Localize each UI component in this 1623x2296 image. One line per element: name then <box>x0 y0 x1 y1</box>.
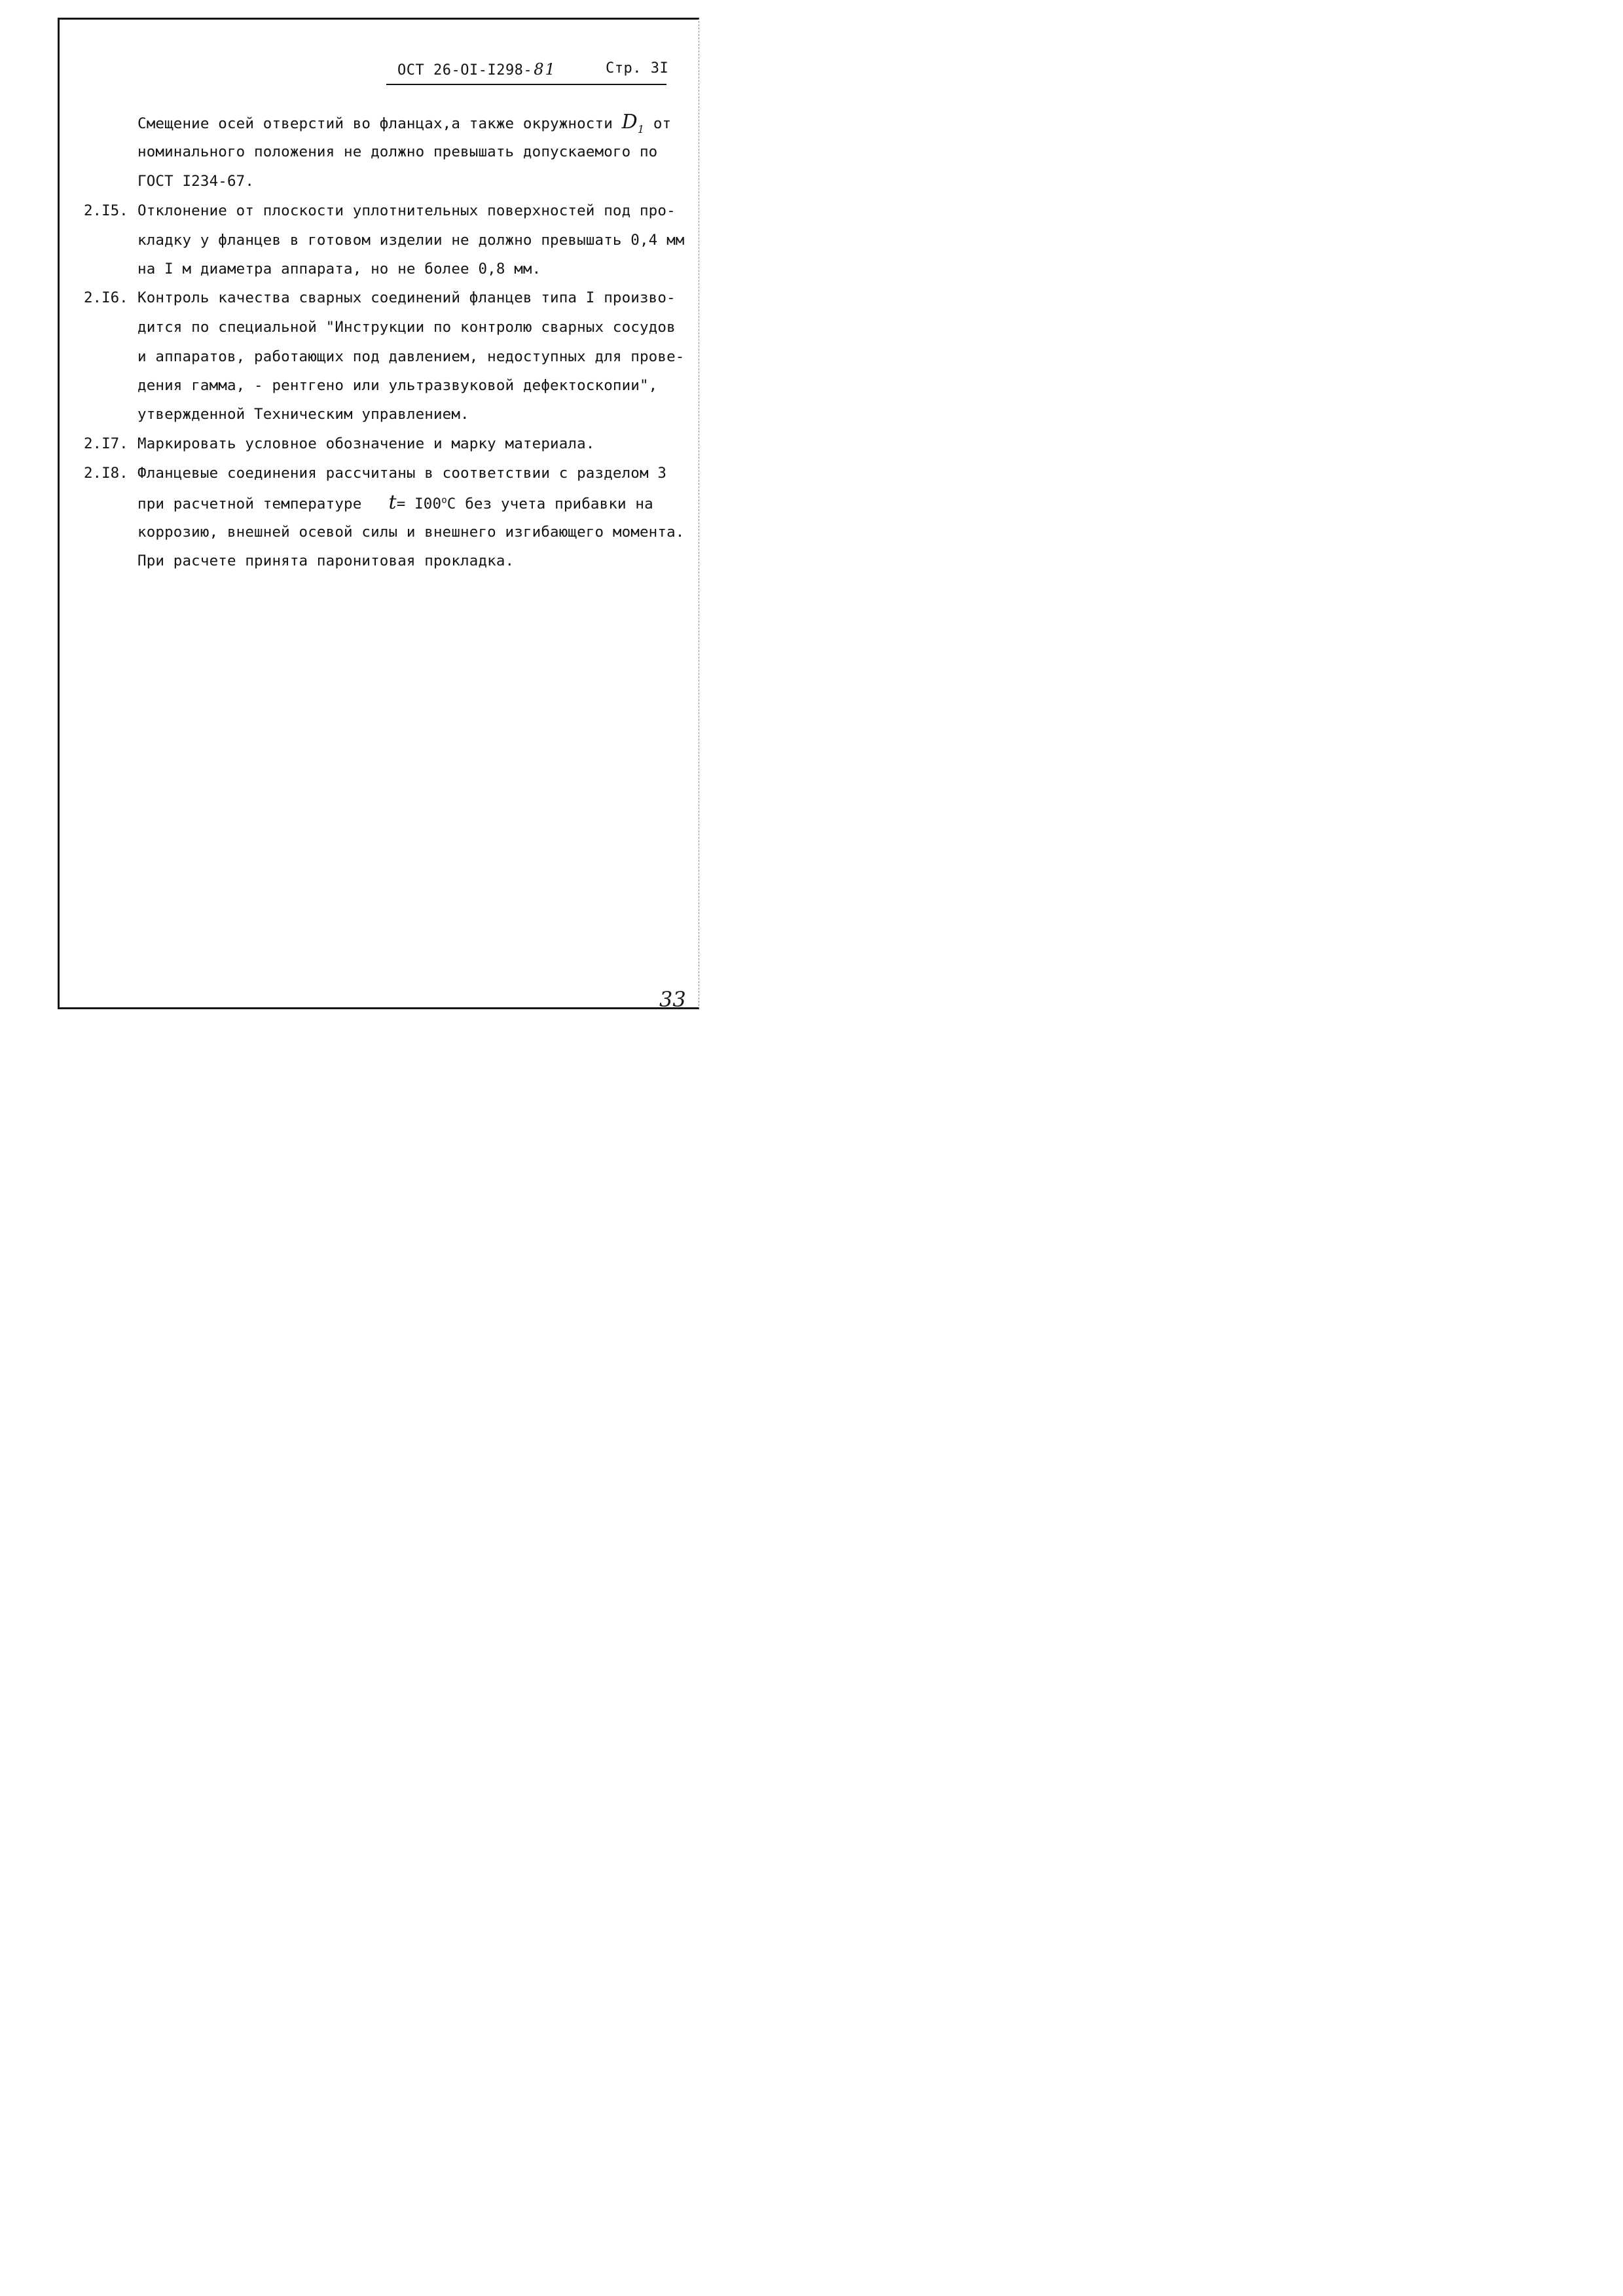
paragraph-intro-line-2: номинального положения не должно превышать допускаемого по <box>137 143 658 160</box>
clause-number-2-17: 2.I7. <box>84 435 128 452</box>
clause-2-15-line-2: кладку у фланцев в готовом изделии не должно превышать 0,4 мм <box>137 232 685 249</box>
clause-2-16-line-1: Контроль качества сварных соединений фланцев типа I произво- <box>137 289 676 306</box>
diameter-symbol: $D_1$ <box>621 111 645 135</box>
clause-2-17-line-1: Маркировать условное обозначение и марку материала. <box>137 435 595 452</box>
document-number: ОСТ 26-OI-I298-81 <box>397 60 556 79</box>
clause-2-18-line-2: при расчетной температуре $t= I00^oC$ без учета прибавки на <box>137 491 653 514</box>
handwritten-year: 81 <box>534 60 556 79</box>
page-label: Стр. 3I <box>606 60 669 77</box>
clause-2-16-line-4: дения гамма, - рентгено или ультразвуковой дефектоскопии", <box>137 377 658 394</box>
clause-2-16-line-2: дится по специальной "Инструкции по контролю сварных сосудов <box>137 319 676 336</box>
clause-2-15-line-1: Отклонение от плоскости уплотнительных поверхностей под про- <box>137 202 676 219</box>
document-page <box>0 0 720 1016</box>
clause-2-18-line-1: Фланцевые соединения рассчитаны в соответствии с разделом 3 <box>137 465 667 482</box>
paragraph-intro-line-1: Смещение осей отверстий во фланцах,а также окружности $D_1$ от <box>137 111 672 135</box>
clause-2-18-line-4: При расчете принята паронитовая прокладка. <box>137 552 515 569</box>
paragraph-intro-line-3: ГОСТ I234-67. <box>137 173 255 190</box>
handwritten-sheet-number: 33 <box>659 987 686 1012</box>
clause-2-16-line-5: утвержденной Техническим управлением. <box>137 406 469 423</box>
clause-2-15-line-3: на I м диаметра аппарата, но не более 0,8 мм. <box>137 260 541 278</box>
temperature-symbol: t <box>388 491 397 514</box>
clause-2-16-line-3: и аппаратов, работающих под давлением, недоступных для прове- <box>137 348 685 365</box>
clause-number-2-15: 2.I5. <box>84 202 128 219</box>
clause-number-2-18: 2.I8. <box>84 465 128 482</box>
page-header <box>386 59 669 85</box>
clause-2-18-line-3: коррозию, внешней осевой силы и внешнего изгибающего момента. <box>137 524 685 541</box>
clause-number-2-16: 2.I6. <box>84 289 128 306</box>
